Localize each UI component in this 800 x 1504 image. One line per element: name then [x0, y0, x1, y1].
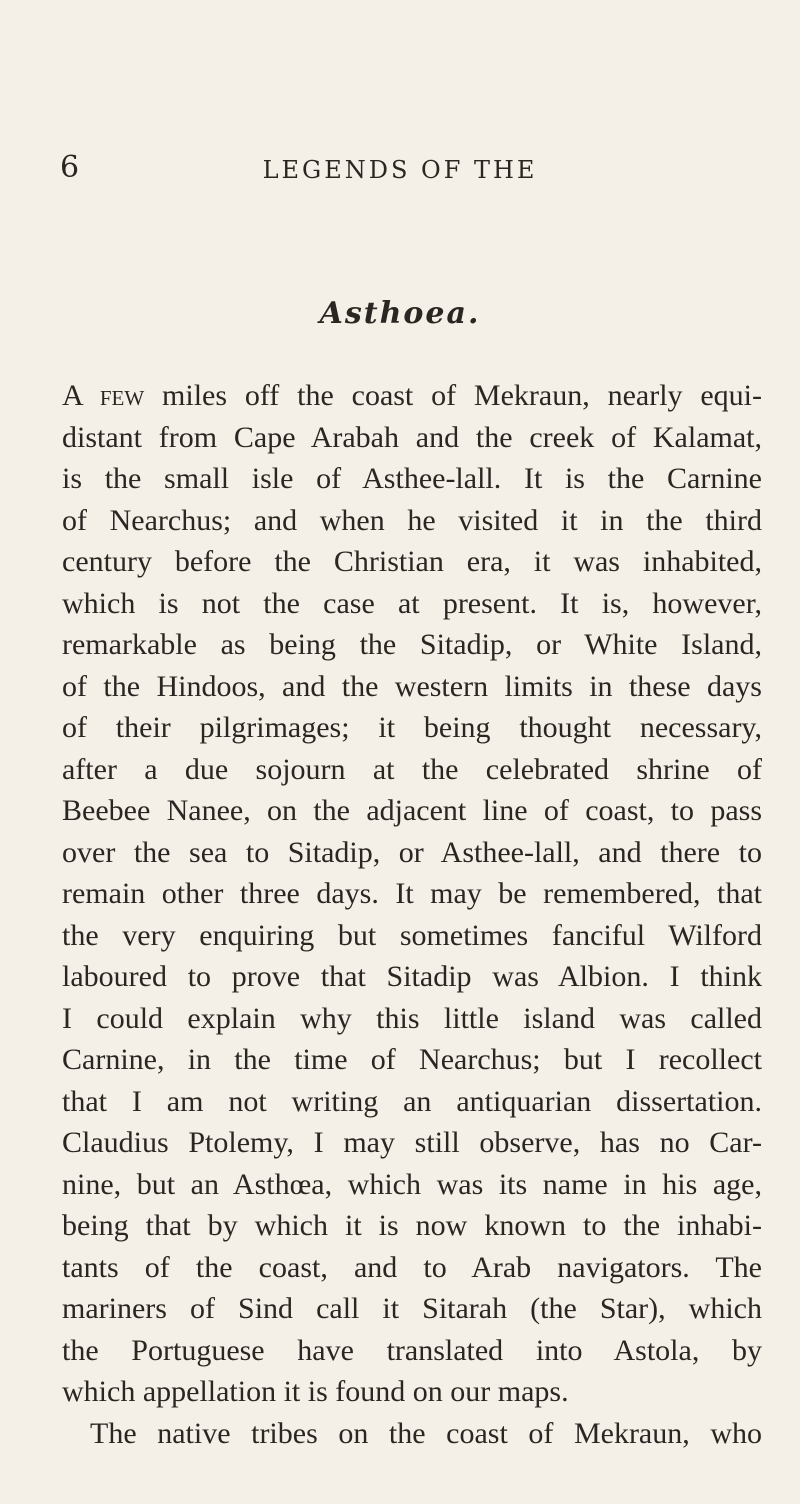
text-line: being that by which it is now known to the inhabi- [62, 1209, 762, 1242]
body-text [62, 375, 762, 1454]
text-line: of the Hindoos, and the western limits in these days [62, 669, 762, 703]
text-line: over the sea to Sitadip, or Asthee-lall, and there to [62, 835, 762, 869]
text-line: The native tribes on the coast of Mekraun, who [90, 1416, 762, 1450]
text-line: the very enquiring but sometimes fanciful Wilford [62, 918, 762, 952]
text-line: I could explain why this little island was called [62, 1001, 762, 1035]
text-line [62, 375, 762, 417]
text-line: of Nearchus; and when he visited it in the third [62, 503, 762, 537]
text-line: Claudius Ptolemy, I may still observe, has no Car- [62, 1126, 762, 1159]
text-line: that I am not writing an antiquarian dissertation. [62, 1084, 762, 1118]
text-line: of their pilgrimages; it being thought necessary, [62, 711, 762, 744]
text-line: nine, but an Asthœa, which was its name in his age, [62, 1167, 762, 1201]
text-line: which is not the case at present. It is, however, [62, 586, 762, 620]
text-line: mariners of Sind call it Sitarah (the Star), which [62, 1292, 762, 1325]
section-title: Asthoea. [319, 296, 481, 331]
text-line: tants of the coast, and to Arab navigators. The [62, 1250, 762, 1284]
text-line: the Portuguese have translated into Astola, by [62, 1333, 762, 1367]
running-head: LEGENDS OF THE [262, 156, 538, 184]
text-line: which appellation it is found on our maps. [62, 1375, 569, 1408]
text-line: laboured to prove that Sitadip was Albion. I think [62, 960, 762, 993]
text-line: Beebee Nanee, on the adjacent line of coast, to pass [62, 794, 762, 827]
line-rest: miles off the coast of Mekraun, nearly equi- [144, 379, 763, 412]
text-line: distant from Cape Arabah and the creek of Kalamat, [62, 420, 762, 454]
page-number: 6 [60, 150, 81, 185]
first-smallcaps: few [99, 379, 145, 412]
text-line: after a due sojourn at the celebrated shrine of [62, 752, 762, 786]
text-line: remarkable as being the Sitadip, or White Island, [62, 628, 762, 661]
first-word: A [62, 379, 83, 412]
text-line: remain other three days. It may be remembered, that [62, 877, 762, 910]
text-line: is the small isle of Asthee-lall. It is the Carnine [62, 462, 762, 495]
text-line: century before the Christian era, it was inhabited, [62, 545, 762, 578]
text-line: Carnine, in the time of Nearchus; but I recollect [62, 1043, 762, 1076]
